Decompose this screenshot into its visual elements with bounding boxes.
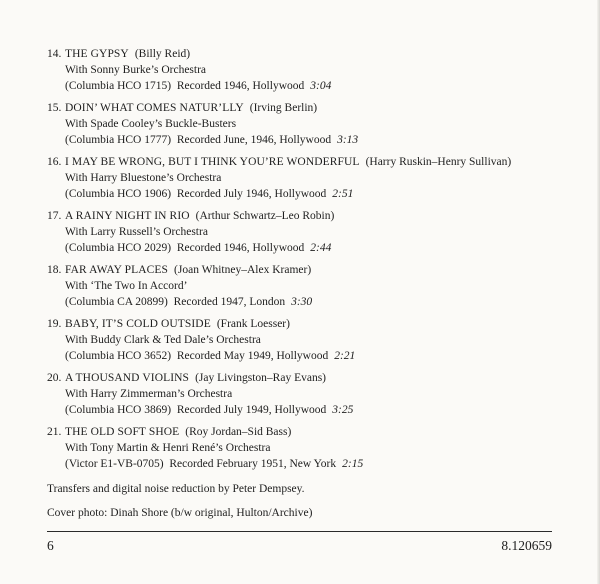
transfer-credit: Transfers and digital noise reduction by Peter Dempsey. [47, 483, 305, 495]
track-composer: (Joan Whitney–Alex Kramer) [174, 264, 312, 276]
track-recorded: Recorded 1946, Hollywood [176, 80, 305, 92]
track-title: A THOUSAND VIOLINS [65, 372, 190, 384]
track-number: 20. [47, 372, 62, 384]
track-label: (Columbia HCO 1777) [65, 134, 172, 146]
track-item [47, 370, 587, 418]
page-number: 6 [47, 538, 54, 553]
track-title: I MAY BE WRONG, BUT I THINK YOU’RE WONDERFUL [65, 156, 360, 168]
track-performers: With Spade Cooley’s Buckle-Busters [65, 118, 237, 130]
track-composer: (Harry Ruskin–Henry Sullivan) [365, 156, 512, 168]
track-duration: 3:04 [310, 80, 332, 92]
track-title: A RAINY NIGHT IN RIO [65, 210, 190, 222]
track-label: (Columbia CA 20899) [65, 296, 168, 308]
track-composer: (Arthur Schwartz–Leo Robin) [195, 210, 335, 222]
track-performers: With Harry Zimmerman’s Orchestra [65, 388, 233, 400]
track-duration: 3:30 [291, 296, 313, 308]
track-recorded: Recorded 1947, London [173, 296, 286, 308]
track-list [47, 46, 587, 478]
track-performers: With Buddy Clark & Ted Dale’s Orchestra [65, 334, 261, 346]
credits [47, 481, 312, 529]
track-label: (Victor E1-VB-0705) [65, 458, 164, 470]
track-composer: (Frank Loesser) [216, 318, 290, 330]
track-duration: 2:51 [332, 188, 354, 200]
track-item [47, 46, 587, 94]
track-item [47, 424, 587, 472]
track-duration: 3:13 [337, 134, 359, 146]
track-label: (Columbia HCO 1715) [65, 80, 172, 92]
track-title: THE OLD SOFT SHOE [65, 426, 180, 438]
track-performers: With ‘The Two In Accord’ [65, 280, 188, 292]
track-duration: 2:21 [334, 350, 356, 362]
track-recorded: Recorded 1946, Hollywood [176, 242, 305, 254]
track-duration: 2:15 [342, 458, 364, 470]
track-composer: (Irving Berlin) [249, 102, 318, 114]
track-recorded: Recorded February 1951, New York [169, 458, 337, 470]
track-title: BABY, IT’S COLD OUTSIDE [65, 318, 211, 330]
track-recorded: Recorded May 1949, Hollywood [176, 350, 329, 362]
track-performers: With Sonny Burke’s Orchestra [65, 64, 207, 76]
catalog-number: 8.120659 [501, 538, 552, 553]
track-item [47, 262, 587, 310]
track-number: 18. [47, 264, 62, 276]
track-number: 21. [47, 426, 62, 438]
track-label: (Columbia HCO 2029) [65, 242, 172, 254]
track-recorded: Recorded July 1946, Hollywood [176, 188, 327, 200]
track-item [47, 316, 587, 364]
track-item [47, 154, 587, 202]
track-title: FAR AWAY PLACES [65, 264, 169, 276]
track-composer: (Jay Livingston–Ray Evans) [195, 372, 327, 384]
track-number: 19. [47, 318, 62, 330]
track-title: DOIN’ WHAT COMES NATUR’LLY [65, 102, 244, 114]
track-recorded: Recorded June, 1946, Hollywood [176, 134, 332, 146]
track-composer: (Roy Jordan–Sid Bass) [185, 426, 292, 438]
footer-divider [47, 531, 552, 532]
track-number: 15. [47, 102, 62, 114]
track-item [47, 100, 587, 148]
track-number: 16. [47, 156, 62, 168]
track-composer: (Billy Reid) [134, 48, 191, 60]
track-performers: With Harry Bluestone’s Orchestra [65, 172, 222, 184]
track-item [47, 208, 587, 256]
track-number: 14. [47, 48, 62, 60]
track-number: 17. [47, 210, 62, 222]
track-recorded: Recorded July 1949, Hollywood [176, 404, 327, 416]
track-performers: With Larry Russell’s Orchestra [65, 226, 208, 238]
cover-photo-credit: Cover photo: Dinah Shore (b/w original, Hulton/Archive) [47, 507, 313, 519]
track-label: (Columbia HCO 3869) [65, 404, 172, 416]
track-label: (Columbia HCO 3652) [65, 350, 172, 362]
track-label: (Columbia HCO 1906) [65, 188, 172, 200]
track-duration: 2:44 [310, 242, 332, 254]
track-duration: 3:25 [332, 404, 354, 416]
track-performers: With Tony Martin & Henri René’s Orchestra [65, 442, 271, 454]
track-title: THE GYPSY [65, 48, 129, 60]
